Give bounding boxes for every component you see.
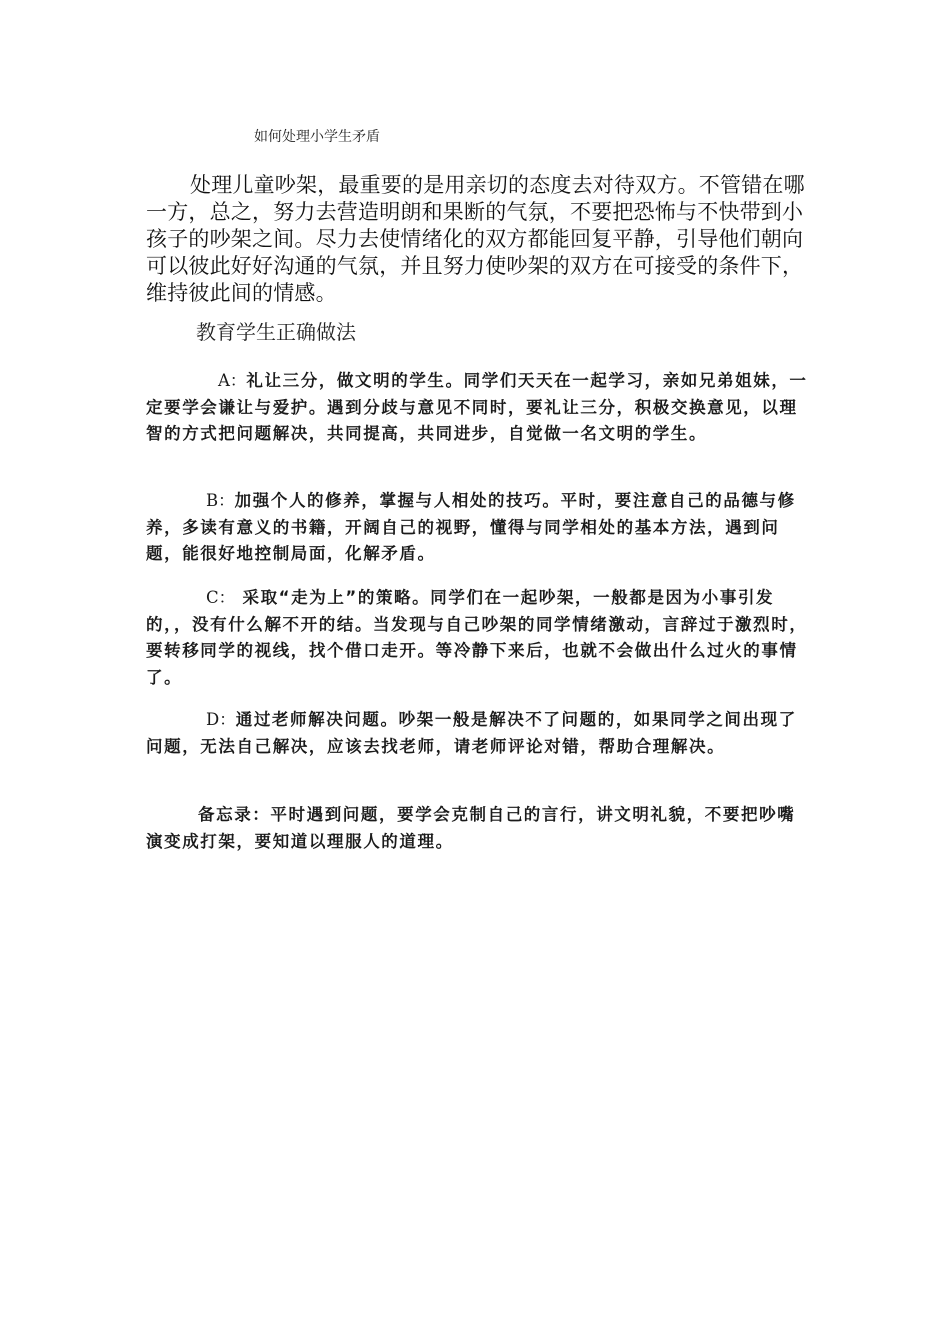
intro-paragraph: 处理儿童吵架，最重要的是用亲切的态度去对待双方。不管错在哪一方，总之，努力去营造明朗和果断的气氛，不要把恐怖与不快带到小孩子的吵架之间。尽力去使情绪化的双方都能回复平静，引导他们朝向可以彼此好好沟通的气氛，并且努力使吵架的双方在可接受的条件下，维持彼此间的情感。 — [146, 173, 805, 305]
guideline-item-c-lead: C： — [206, 588, 236, 607]
guideline-item-d-lead: D： — [206, 710, 236, 729]
guideline-item-a-lead: A： — [218, 371, 247, 390]
guideline-item-d-text: 通过老师解决问题。吵架一般是解决不了问题的，如果同学之间出现了问题，无法自己解决，应该去找老师，请老师评论对错，帮助合理解决。 — [146, 710, 797, 756]
document-title: 如何处理小学生矛盾 — [254, 129, 380, 145]
guideline-item-b — [146, 488, 808, 568]
guideline-item-c-text: 采取“走为上”的策略。同学们在一起吵架，一般都是因为小事引发的，，没有什么解不开的结。当发现与自己吵架的同学情绪激动，言辞过于激烈时，要转移同学的视线，找个借口走开。等冷静下来后，也就不会做出什么过火的事情了。 — [146, 588, 808, 687]
guideline-item-a-text: 礼让三分，做文明的学生。同学们天天在一起学习，亲如兄弟姐妹，一定要学会谦让与爱护。遇到分歧与意见不同时，要礼让三分，积极交换意见，以理智的方式把问题解决，共同提高，共同进步，自觉做一名文明的学生。 — [146, 371, 808, 443]
guideline-item-c — [146, 585, 808, 691]
section-heading: 教育学生正确做法 — [196, 320, 356, 344]
guideline-item-b-text: 加强个人的修养，掌握与人相处的技巧。平时，要注意自己的品德与修养，多读有意义的书籍，开阔自己的视野，懂得与同学相处的基本方法，遇到问题，能很好地控制局面，化解矛盾。 — [146, 491, 796, 563]
memo-paragraph: 备忘录：平时遇到问题，要学会克制自己的言行，讲文明礼貌，不要把吵嘴演变成打架，要知道以理服人的道理。 — [146, 805, 796, 851]
guideline-item-b-lead: B： — [206, 491, 235, 510]
guideline-item-a — [146, 368, 808, 448]
guideline-item-d — [146, 707, 808, 760]
